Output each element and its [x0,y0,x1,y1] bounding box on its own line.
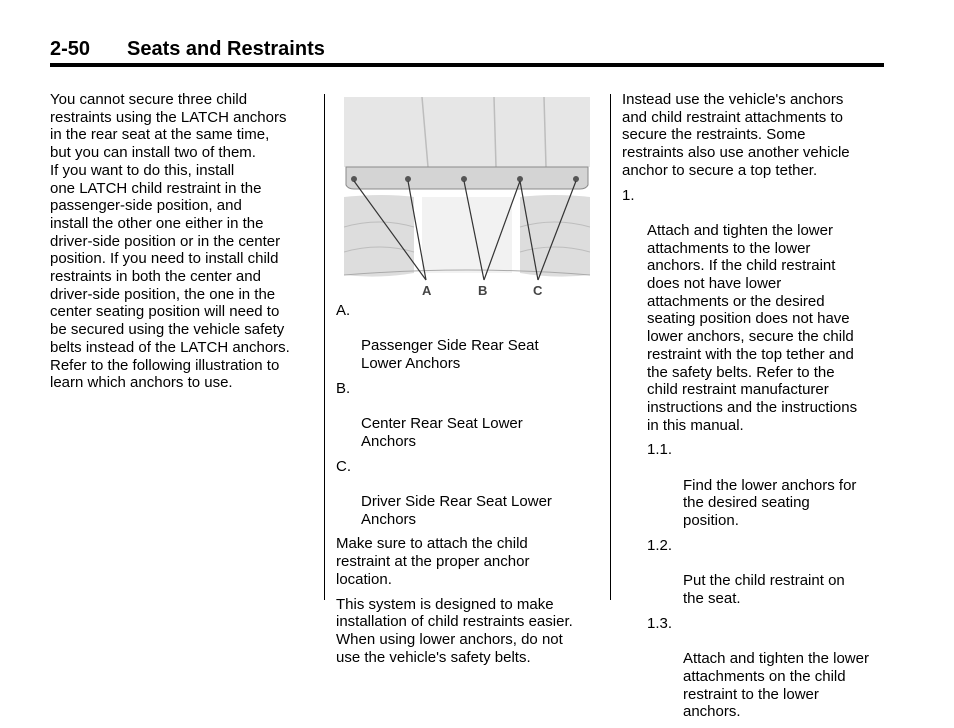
callout-a: A [422,283,432,298]
column-left [50,91,315,392]
step-1-label: 1. [622,186,635,204]
step-1 [622,187,887,435]
header-rule [50,63,884,67]
substep-1-3-text: Attach and tighten the lower attachments on the child restraint to the lower anchors. [683,650,869,721]
legend-item-c [336,458,601,529]
substep-1-3-label: 1.3. [647,614,673,632]
column-middle [336,302,601,666]
callout-c: C [533,283,543,298]
legend-item-a [336,302,601,373]
legend-text-a: Passenger Side Rear Seat Lower Anchors [361,337,539,373]
step-1-text: Attach and tighten the lower attachments to the lower anchors. If the child restraint does not have lower attachments or the desired seating position does not have lower anchors, secure the child restraint with the top tether and the safety belts. Refer to the child restraint manufacturer instructions and the instructions in this manual. [647,221,858,434]
substep-1-2 [622,537,887,608]
column-divider-right [610,94,611,600]
column-divider-left [324,94,325,600]
legend-text-b: Center Rear Seat Lower Anchors [361,415,523,450]
substep-1-3 [622,615,887,721]
legend-item-b [336,380,601,451]
column-right [622,91,887,728]
substep-1-1 [622,441,887,530]
substep-1-1-text: Find the lower anchors for the desired seating position. [683,476,857,530]
legend-label-a: A. [336,302,351,319]
body-paragraph-system: This system is designed to make installation of child restraints easier. When using lower anchors, do not use the vehicle's safety belts. [336,595,573,666]
callout-b: B [478,283,488,298]
latch-anchor-illustration [344,97,590,299]
substep-1-2-label: 1.2. [647,536,673,554]
legend-label-c: C. [336,457,351,475]
body-paragraph-attach: Make sure to attach the child restraint at the proper anchor location. [336,535,530,588]
substep-1-2-text: Put the child restraint on the seat. [683,572,845,607]
section-title: Seats and Restraints [127,38,325,60]
body-paragraph: You cannot secure three child restraints using the LATCH anchors in the rear seat at the same time, but you can install two of them. If you want to do this, install one LATCH child restraint in the passenger-side position, and install the other one either in the driver-side position or in the center position. If you need to install child restraints in both the center and driver-side position, the one in the center seating position will need to be secured using the vehicle safety belts instead of the LATCH anchors. Refer to the following illustration to learn which anchors to use. [50,91,290,392]
legend-text-c: Driver Side Rear Seat Lower Anchors [361,493,552,528]
page-number: 2-50 [50,38,91,60]
body-paragraph-instead: Instead use the vehicle's anchors and child restraint attachments to secure the restraints. Some restraints also use another vehicle anchor to secure a top tether. [622,91,850,179]
legend-label-b: B. [336,379,351,397]
substep-1-1-label: 1.1. [647,441,673,459]
